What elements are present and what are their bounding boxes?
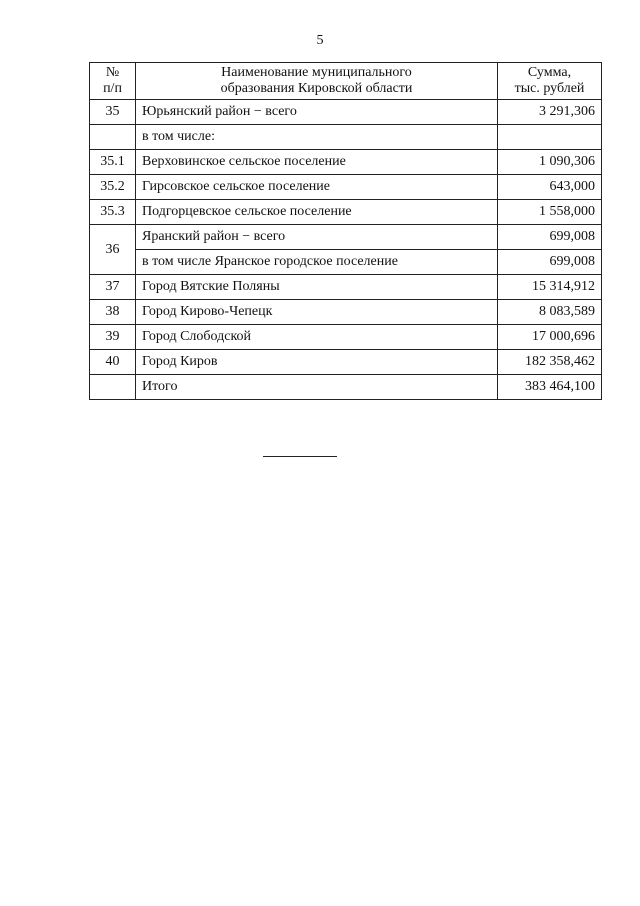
row-number: 37 <box>90 275 136 300</box>
table-row <box>90 100 602 125</box>
row-number: 40 <box>90 350 136 375</box>
table-row <box>90 175 602 200</box>
row-name: Город Слободской <box>136 325 498 350</box>
header-sum-line2: тыс. рублей <box>514 81 585 96</box>
row-sum: 8 083,589 <box>498 300 602 325</box>
row-number <box>90 375 136 400</box>
table-row <box>90 250 602 275</box>
row-number: 36 <box>90 225 136 275</box>
header-number <box>90 63 136 100</box>
row-sum: 699,008 <box>498 225 602 250</box>
table-row <box>90 300 602 325</box>
header-sum <box>498 63 602 100</box>
row-sum: 15 314,912 <box>498 275 602 300</box>
row-name: Подгорцевское сельское поселение <box>136 200 498 225</box>
row-sum: 1 090,306 <box>498 150 602 175</box>
row-name: в том числе Яранское городское поселение <box>136 250 498 275</box>
row-name: Гирсовское сельское поселение <box>136 175 498 200</box>
table-row <box>90 150 602 175</box>
row-sum: 182 358,462 <box>498 350 602 375</box>
table-row <box>90 325 602 350</box>
row-name: Юрьянский район − всего <box>136 100 498 125</box>
row-number: 35.1 <box>90 150 136 175</box>
row-number: 35 <box>90 100 136 125</box>
row-number: 35.2 <box>90 175 136 200</box>
table-row <box>90 125 602 150</box>
row-sum <box>498 125 602 150</box>
header-number-line2: п/п <box>103 81 122 96</box>
row-number <box>90 125 136 150</box>
row-sum: 699,008 <box>498 250 602 275</box>
header-sum-line1: Сумма, <box>527 65 572 80</box>
row-name: Город Кирово-Чепецк <box>136 300 498 325</box>
table-header-row <box>90 63 602 100</box>
row-name: Яранский район − всего <box>136 225 498 250</box>
table-row <box>90 275 602 300</box>
row-sum: 1 558,000 <box>498 200 602 225</box>
row-sum: 3 291,306 <box>498 100 602 125</box>
header-name-line1: Наименование муниципального <box>221 65 412 80</box>
table-total-row <box>90 375 602 400</box>
page-number: 5 <box>316 33 324 48</box>
row-sum: 17 000,696 <box>498 325 602 350</box>
municipal-sums-table <box>89 62 602 400</box>
row-number: 39 <box>90 325 136 350</box>
row-sum: 643,000 <box>498 175 602 200</box>
row-number: 35.3 <box>90 200 136 225</box>
row-name: Верховинское сельское поселение <box>136 150 498 175</box>
table-row <box>90 225 602 250</box>
row-sum: 383 464,100 <box>498 375 602 400</box>
row-name: Итого <box>136 375 498 400</box>
header-name <box>136 63 498 100</box>
row-name: Город Вятские Поляны <box>136 275 498 300</box>
row-number: 38 <box>90 300 136 325</box>
header-name-line2: образования Кировской области <box>220 81 413 96</box>
row-name: в том числе: <box>136 125 498 150</box>
header-number-line1: № <box>105 65 120 80</box>
end-separator-line <box>263 456 337 457</box>
table-row <box>90 200 602 225</box>
table-row <box>90 350 602 375</box>
row-name: Город Киров <box>136 350 498 375</box>
